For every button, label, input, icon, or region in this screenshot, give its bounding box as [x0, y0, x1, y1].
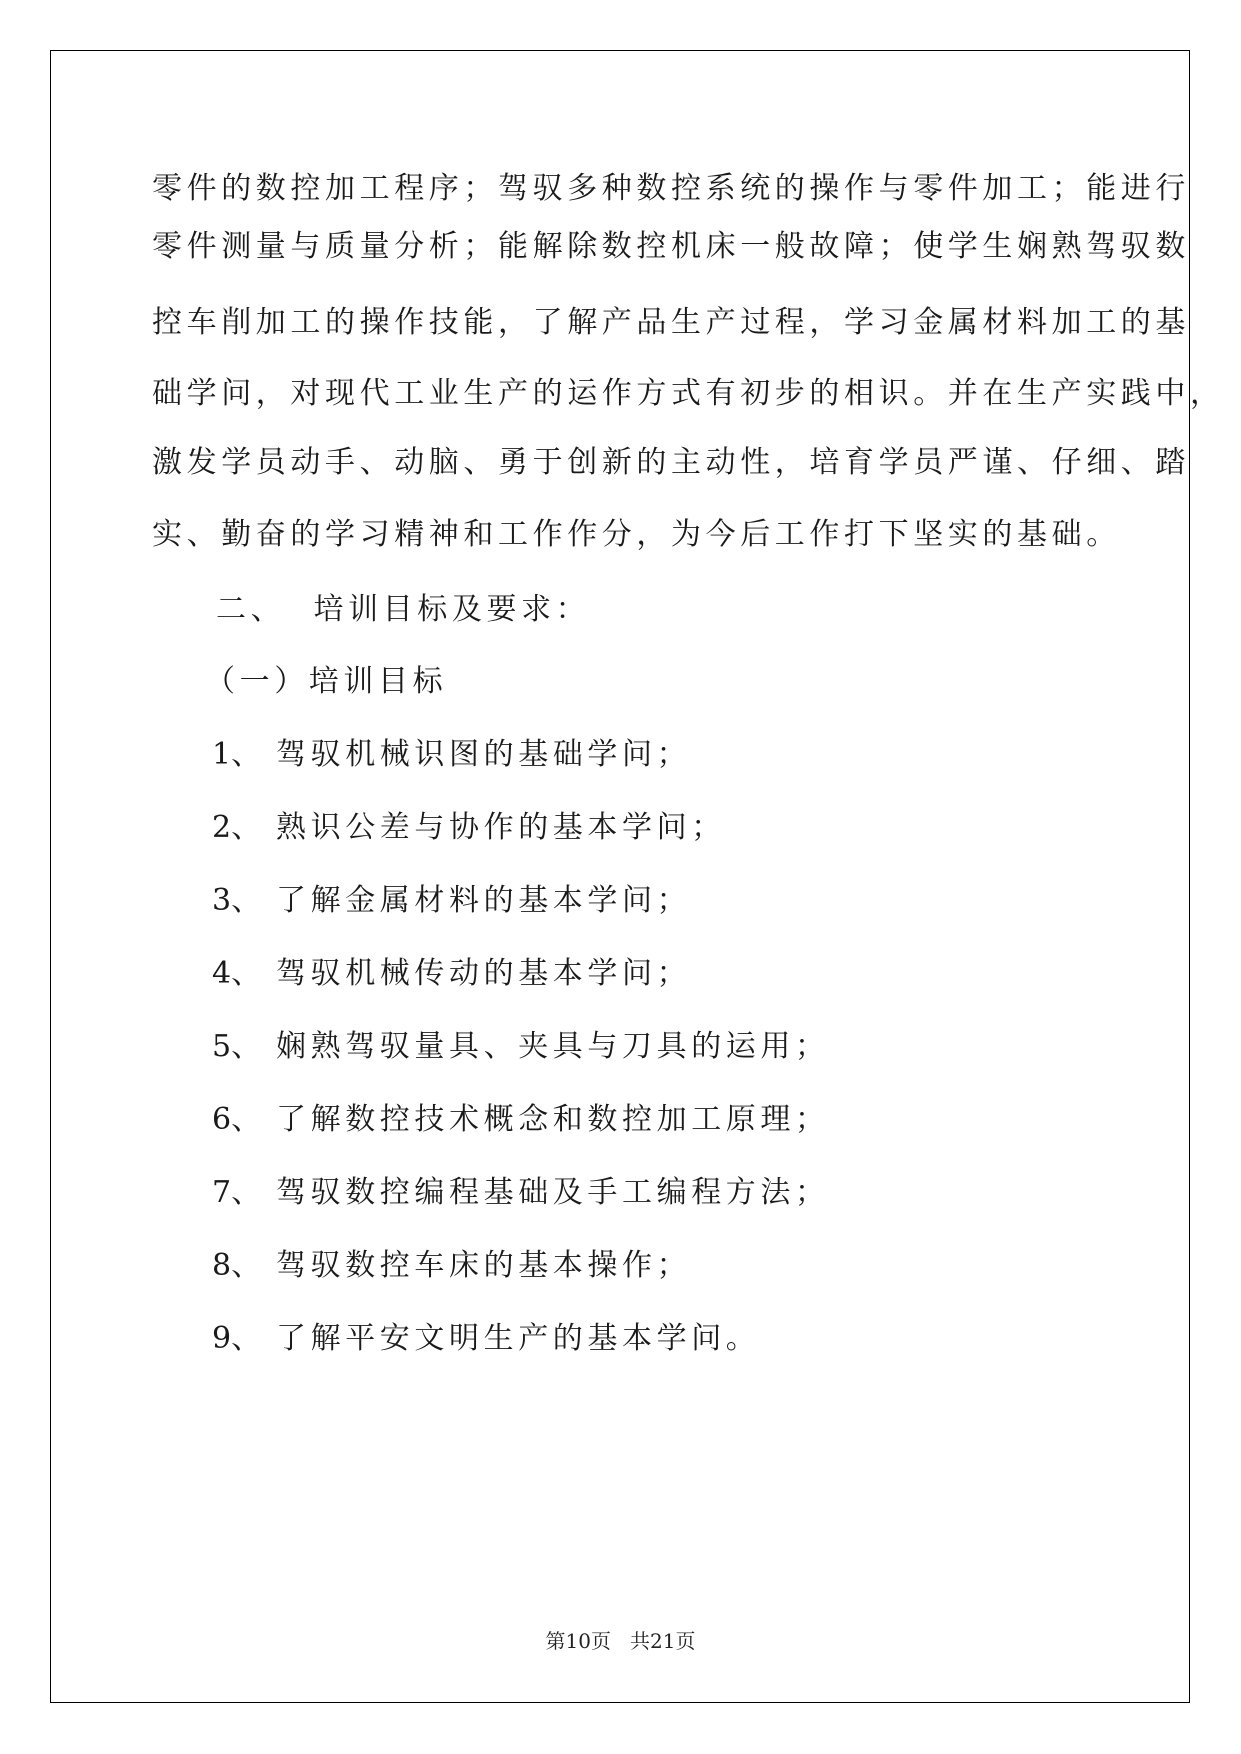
paragraph-line-3: 控车削加工的操作技能，了解产品生产过程，学习金属材料加工的基 — [152, 305, 1190, 340]
goal-text: 驾驭数控车床的基本操作； — [276, 1248, 692, 1283]
goal-text: 了解数控技术概念和数控加工原理； — [276, 1102, 830, 1137]
page-border — [50, 50, 1190, 1703]
goal-text: 了解平安文明生产的基本学问。 — [276, 1321, 761, 1356]
goal-item-9 — [212, 1319, 760, 1359]
goal-item-7 — [212, 1173, 830, 1213]
goal-item-4 — [212, 954, 691, 994]
current-page-label: 第10页 — [545, 1629, 611, 1653]
subsection-heading: （一）培训目标 — [205, 664, 448, 699]
paragraph-line-2: 零件测量与质量分析；能解除数控机床一般故障；使学生娴熟驾驭数 — [152, 229, 1190, 264]
total-pages-label: 共21页 — [630, 1629, 696, 1653]
paragraph-line-6: 实、勤奋的学习精神和工作作分，为今后工作打下坚实的基础。 — [152, 517, 1121, 552]
goal-text: 驾驭机械传动的基本学问； — [276, 956, 692, 991]
goal-item-6 — [212, 1100, 830, 1140]
goal-number: 8、 — [212, 1248, 262, 1283]
page-footer — [0, 1627, 1241, 1655]
goal-text: 驾驭机械识图的基础学问； — [276, 737, 692, 772]
goal-item-5 — [212, 1027, 830, 1067]
section-heading: 二、 培训目标及要求： — [216, 592, 591, 627]
paragraph-line-1: 零件的数控加工程序；驾驭多种数控系统的操作与零件加工；能进行 — [152, 171, 1190, 206]
goal-text: 了解金属材料的基本学问； — [276, 883, 692, 918]
goal-number: 2、 — [212, 810, 262, 845]
goal-number: 6、 — [212, 1102, 262, 1137]
paragraph-line-4: 础学问，对现代工业生产的运作方式有初步的相识。并在生产实践中， — [152, 376, 1225, 411]
goal-item-1 — [212, 735, 691, 775]
goal-item-3 — [212, 881, 691, 921]
goal-number: 3、 — [212, 883, 262, 918]
footer-spacer — [611, 1629, 630, 1653]
goal-number: 9、 — [212, 1321, 262, 1356]
goal-number: 5、 — [212, 1029, 262, 1064]
goal-number: 7、 — [212, 1175, 262, 1210]
goal-number: 4、 — [212, 956, 262, 991]
goal-text: 驾驭数控编程基础及手工编程方法； — [276, 1175, 830, 1210]
goal-number: 1、 — [212, 737, 262, 772]
paragraph-line-5: 激发学员动手、动脑、勇于创新的主动性，培育学员严谨、仔细、踏 — [152, 445, 1190, 480]
goal-item-8 — [212, 1246, 691, 1286]
goal-text: 娴熟驾驭量具、夹具与刀具的运用； — [276, 1029, 830, 1064]
goal-item-2 — [212, 808, 726, 848]
goal-text: 熟识公差与协作的基本学问； — [276, 810, 726, 845]
